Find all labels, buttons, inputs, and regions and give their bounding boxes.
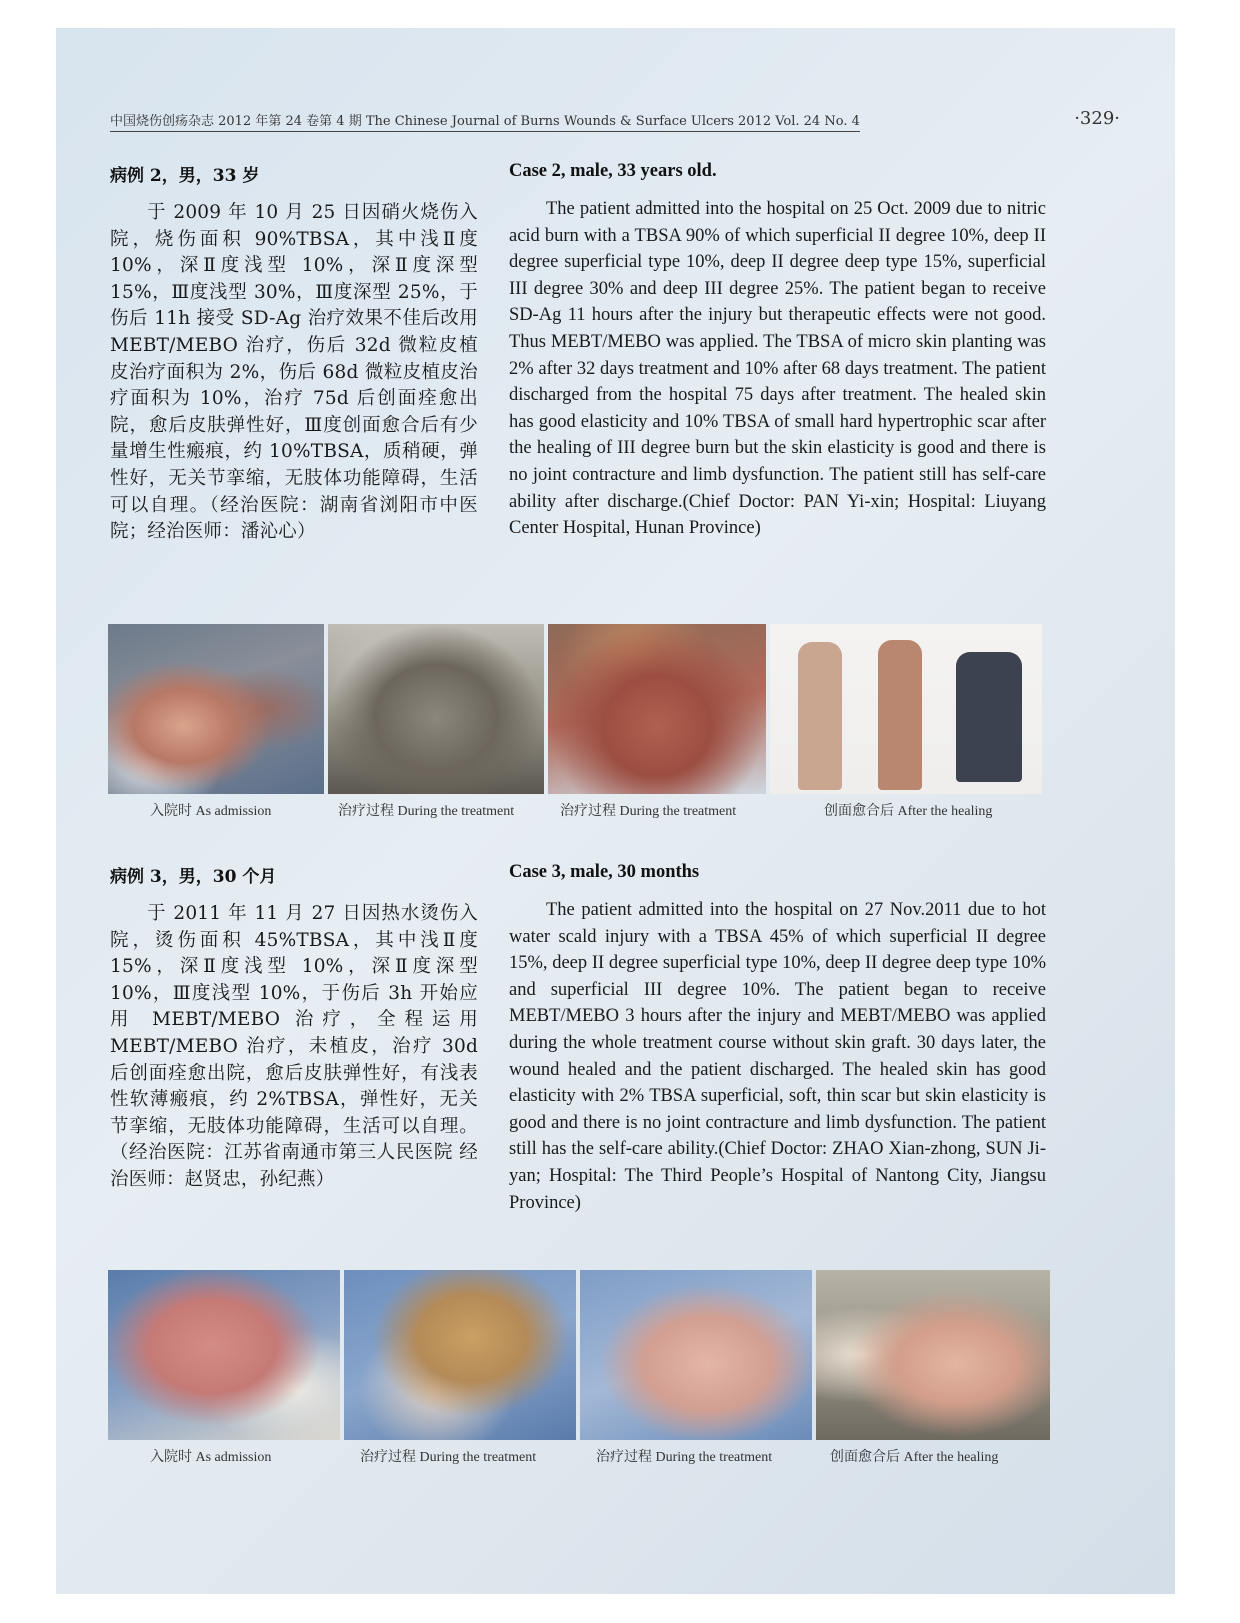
journal-header: 中国烧伤创疡杂志 2012 年第 24 卷第 4 期 The Chinese Journal of Burns Wounds & Surface Ulcers 2012 Vol. 24 No. 4 (110, 110, 860, 132)
case3-photo-treatment-2 (580, 1270, 812, 1440)
case2-caption-3: 治疗过程 During the treatment (560, 804, 737, 819)
case3-zh-title: 病例 3，男，30 个月 (110, 867, 277, 887)
case3-caption-3: 治疗过程 During the treatment (596, 1450, 773, 1465)
case2-photo-treatment-2 (548, 624, 766, 794)
case2-en-body: The patient admitted into the hospital on 25 Oct. 2009 due to nitric acid burn with a TBSA 90% of which superficial II degree 10%, deep II degree superficial type 10%, deep II degree deep type 15%, superficial III degree 30% and deep III degree 25%. The patient began to receive SD-Ag 11 hours after the injury but therapeutic effects were not good. Thus MEBT/MEBO was applied. The TBSA of micro skin planting was 2% after 32 days treatment and 10% after 68 days treatment. The patient discharged from the hospital 75 days after treatment. The healed skin has good elasticity and 10% TBSA of small hard hypertrophic scar after the healing of III degree burn but the skin elasticity is good and there is no joint contracture and limb dysfunction. The patient still has self-care ability after discharge.(Chief Doctor: PAN Yi-xin; Hospital: Liuyang Center Hospital, Hunan Province) (509, 199, 1046, 539)
patient-figure-back (878, 640, 922, 790)
case3-en-body: The patient admitted into the hospital on 27 Nov.2011 due to hot water scald injury with a TBSA 45% of which superficial II degree 15%, deep II degree superficial type 10%, deep II degree deep type 10% and superficial III degree 10%. The patient began to receive MEBT/MEBO 3 hours after the injury and MEBT/MEBO was applied during the whole treatment course without skin graft. 30 days later, the wound healed and the patient discharged. The healed skin has good elasticity with 2% TBSA superficial, soft, thin scar but skin elasticity is good and there is no joint contracture and limb dysfunction. The patient still has the self-care ability.(Chief Doctor: ZHAO Xian-zhong, SUN Ji-yan; Hospital: The Third People’s Hospital of Nantong City, Jiangsu Province) (509, 900, 1046, 1213)
case3-caption-1: 入院时 As admission (150, 1450, 272, 1465)
case3-caption-2: 治疗过程 During the treatment (360, 1450, 537, 1465)
case2-photo-healing (770, 624, 1042, 794)
case2-caption-1: 入院时 As admission (150, 804, 272, 819)
case2-en-title: Case 2, male, 33 years old. (509, 161, 717, 181)
patient-figure-crouching (956, 652, 1022, 782)
case3-photo-treatment-1 (344, 1270, 576, 1440)
case3-photo-healing (816, 1270, 1050, 1440)
case3-photo-row (108, 1270, 1050, 1440)
case2-photo-admission (108, 624, 324, 794)
case2-zh-title: 病例 2，男，33 岁 (110, 166, 260, 186)
case2-zh-body: 于 2009 年 10 月 25 日因硝火烧伤入院，烧伤面积 90%TBSA，其中浅Ⅱ度 10%，深Ⅱ度浅型 10%，深Ⅱ度深型 15%，Ⅲ度浅型 30%，Ⅲ度深型 25%，于伤后 11h 接受 SD-Ag 治疗效果不佳后改用 MEBT/MEBO 治疗，伤后 32d 微粒皮植皮治疗面积为 2%，伤后 68d 微粒皮植皮治疗面积为 10%，治疗 75d 后创面痊愈出院，愈后皮肤弹性好，Ⅲ度创面愈合后有少量增生性瘢痕，约 10%TBSA，质稍硬，弹性好，无关节挛缩，无肢体功能障碍，生活可以自理。（经治医院：湖南省浏阳市中医院；经治医师：潘沁心） (110, 202, 478, 543)
running-header (110, 108, 1120, 134)
case3-zh (110, 862, 478, 1194)
case2-zh (110, 161, 478, 546)
page-number: ·329· (1074, 108, 1120, 129)
case3-en (509, 862, 1046, 1216)
journal-page (56, 28, 1175, 1594)
case3-photo-admission (108, 1270, 340, 1440)
case3-caption-4: 创面愈合后 After the healing (830, 1450, 999, 1465)
case2-caption-2: 治疗过程 During the treatment (338, 804, 515, 819)
case2-photo-row (108, 624, 1050, 794)
patient-figure-front (798, 642, 842, 790)
case3-en-title: Case 3, male, 30 months (509, 862, 700, 882)
case3-captions (108, 1446, 1050, 1466)
case2-captions (108, 800, 1050, 820)
case3-zh-body: 于 2011 年 11 月 27 日因热水烫伤入院，烫伤面积 45%TBSA，其中浅Ⅱ度 15%，深Ⅱ度浅型 10%，深Ⅱ度深型 10%，Ⅲ度浅型 10%，于伤后 3h 开始应用 MEBT/MEBO 治疗，全程运用 MEBT/MEBO 治疗，未植皮，治疗 30d 后创面痊愈出院，愈后皮肤弹性好，有浅表性软薄瘢痕，约 2%TBSA，弹性好，无关节挛缩，无肢体功能障碍，生活可以自理。（经治医院：江苏省南通市第三人民医院 经治医师：赵贤忠，孙纪燕） (110, 903, 478, 1190)
case2-caption-4: 创面愈合后 After the healing (824, 804, 993, 819)
case2-en (509, 161, 1046, 542)
case2-photo-treatment-1 (328, 624, 544, 794)
